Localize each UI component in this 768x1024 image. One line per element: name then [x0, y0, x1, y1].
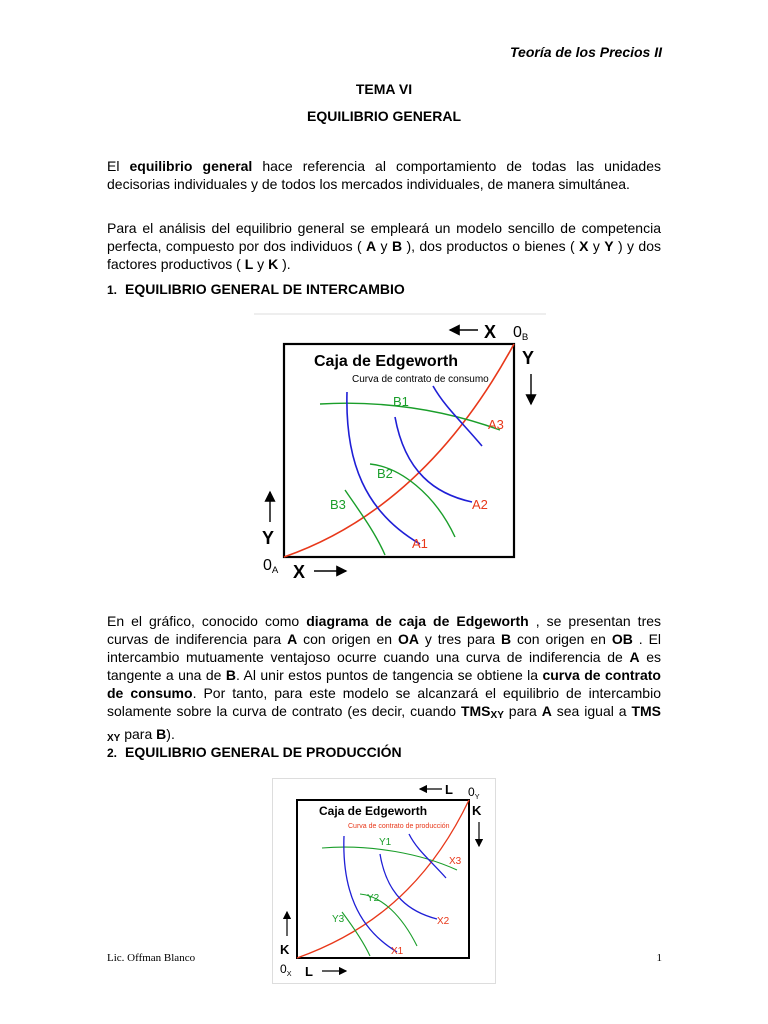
isoquant-y1: [322, 847, 457, 870]
label-a3: A3: [488, 417, 504, 432]
text-run: con origen en: [297, 631, 398, 647]
text-run: . El intercambio mutuamente ventajoso ocurre cuando una curva de indiferencia de: [107, 631, 662, 665]
bold-run: B: [500, 631, 512, 647]
bold-run: A: [541, 703, 552, 719]
label-x2: X2: [437, 916, 450, 927]
box-title-production: Caja de Edgeworth: [319, 804, 428, 818]
axis-y-right: Y: [522, 348, 535, 368]
explanation-paragraph: [107, 612, 661, 748]
text-run: y: [253, 256, 269, 272]
bold-run: K: [268, 256, 279, 272]
text-run: con origen en: [511, 631, 612, 647]
bold-run: L: [244, 256, 254, 272]
text-run: es tangente a una de: [107, 649, 661, 683]
bold-run: B: [156, 726, 167, 742]
box-title: Caja de Edgeworth: [314, 353, 459, 370]
section-1-title: EQUILIBRIO GENERAL DE INTERCAMBIO: [125, 281, 405, 297]
page-number: 1: [656, 952, 662, 964]
axis-l-bottom: L: [305, 964, 313, 979]
text-run: ).: [278, 256, 291, 272]
bold-run: B: [391, 238, 403, 254]
axis-y-left: Y: [262, 528, 275, 548]
indifference-curve-a3: [433, 386, 482, 446]
text-run: hace referencia al comportamiento de todas las unidades decisorias individuales y de todos los mercados individuales, de manera simultánea.: [107, 158, 661, 192]
axis-x-bottom: X: [293, 562, 306, 582]
text-run: En el gráfico, conocido como: [107, 613, 307, 629]
text-run: El: [107, 158, 130, 174]
text-run: Para el análisis del equilibrio general se empleará un modelo sencillo de competencia perfecta, compuesto por dos individuos (: [107, 220, 661, 254]
contract-curve-label: Curva de contrato de consumo: [352, 374, 489, 385]
figure-edgeworth-exchange: [250, 312, 550, 584]
indifference-curve-a2: [395, 417, 472, 502]
section-2-number: 2.: [107, 746, 118, 760]
bold-run: TMS: [460, 703, 491, 719]
bold-run: TMS: [631, 703, 662, 719]
label-b3: B3: [330, 497, 346, 512]
figure-edgeworth-production: [272, 778, 496, 984]
label-x3: X3: [449, 856, 462, 867]
bold-run: X: [579, 238, 589, 254]
bold-run: Y: [604, 238, 614, 254]
text-run: para: [503, 703, 542, 719]
text-run: y: [588, 238, 605, 254]
section-2-heading: [107, 744, 402, 760]
bold-run: A: [287, 631, 298, 647]
origin-a: 0A: [263, 557, 279, 576]
bold-run: equilibrio general: [129, 158, 253, 174]
text-run: . Por tanto, para este modelo se alcanzará el equilibrio de intercambio solamente sobre la curva de contrato (es decir, cuando: [107, 685, 661, 719]
bold-run: curva de contrato de consumo: [107, 667, 661, 701]
tema-number: TEMA VI: [355, 81, 413, 97]
text-run: ) y dos factores productivos (: [107, 238, 661, 272]
label-x1: X1: [391, 946, 404, 957]
bold-run: B: [225, 667, 236, 683]
bold-run: A: [629, 649, 640, 665]
label-a1: A1: [412, 536, 428, 551]
origin-y: $0_Y$: [468, 785, 480, 801]
axis-k-right: K: [472, 803, 482, 818]
axis-x-top: X: [484, 322, 497, 342]
label-b2: B2: [377, 466, 393, 481]
bold-run: XY: [107, 733, 121, 744]
indifference-curve-b3: [345, 490, 385, 555]
intro-paragraph-1: [107, 157, 661, 193]
axis-k-left: K: [280, 942, 290, 957]
label-y3: Y3: [332, 914, 345, 925]
intro-paragraph-2: [107, 219, 661, 273]
bold-run: A: [366, 238, 377, 254]
section-2-title: EQUILIBRIO GENERAL DE PRODUCCIÓN: [125, 744, 402, 760]
section-1-number: 1.: [107, 283, 118, 297]
text-run: ), dos productos o bienes (: [402, 238, 580, 254]
text-run: sea igual a: [551, 703, 632, 719]
bold-run: OA: [397, 631, 419, 647]
origin-x: $0_X$: [280, 962, 292, 978]
label-b1: B1: [393, 394, 409, 409]
bold-run: OB: [611, 631, 633, 647]
text-run: y tres para: [418, 631, 501, 647]
origin-b: 0B: [513, 324, 529, 343]
bold-run: XY: [490, 710, 504, 721]
label-a2: A2: [472, 497, 488, 512]
label-y1: Y1: [379, 837, 392, 848]
text-run: para: [120, 726, 157, 742]
footer-author: Lic. Offman Blanco: [107, 952, 196, 964]
isoquant-y3: [342, 912, 370, 956]
text-run: , se presentan tres curvas de indiferencia para: [107, 613, 662, 647]
section-1-heading: [107, 281, 405, 297]
text-run: ).: [166, 726, 175, 742]
production-contract-label: Curva de contrato de producción: [348, 823, 450, 830]
bold-run: diagrama de caja de Edgeworth: [306, 613, 529, 629]
document-title: EQUILIBRIO GENERAL: [306, 108, 461, 124]
axis-l-top: L: [445, 782, 453, 797]
running-title: Teoría de los Precios II: [510, 44, 662, 60]
label-y2: Y2: [367, 893, 380, 904]
text-run: y: [376, 238, 392, 254]
isoquant-x2: [380, 854, 437, 919]
text-run: . Al unir estos puntos de tangencia se obtiene la: [236, 667, 543, 683]
